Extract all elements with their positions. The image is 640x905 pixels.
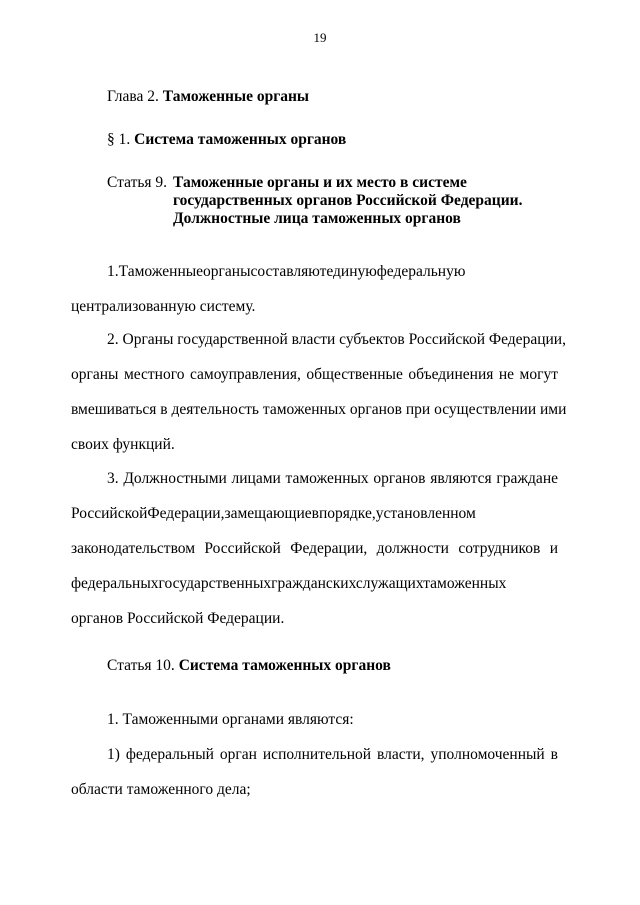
section-heading (107, 131, 346, 149)
article-9-prefix: Статья 9. (107, 174, 168, 191)
text-line: централизованную систему. (71, 298, 256, 315)
text-line: органы местного самоуправления, общественные объединения не могут (71, 366, 558, 383)
text-line: своих функций. (71, 436, 175, 453)
article-9-paragraph-2 (71, 322, 567, 462)
section-title: Система таможенных органов (134, 131, 347, 148)
article-9-title-line: Должностные лица таможенных органов (173, 210, 461, 227)
article-9-paragraph-3 (71, 461, 558, 636)
article-9-title-line: Таможенные органы и их место в системе (173, 174, 467, 191)
text-line: 1.Таможенныеорганысоставляютединуюфедеральную (107, 263, 466, 280)
text-line: РоссийскойФедерации,замещающиевпорядке,установленном (71, 505, 476, 522)
text-line: законодательством Российской Федерации, должности сотрудников и (71, 540, 558, 557)
article-9-heading (107, 174, 523, 227)
text-line: федеральныхгосударственныхгражданскихслужащихтаможенных (71, 575, 507, 592)
chapter-heading (107, 88, 309, 106)
text-line: области таможенного дела; (71, 781, 251, 798)
article-9-title-line: государственных органов Российской Федерации. (173, 192, 523, 209)
text-line: вмешиваться в деятельность таможенных органов при осуществлении ими (71, 401, 567, 418)
page-number: 19 (313, 30, 327, 45)
article-10-heading (107, 657, 391, 675)
section-prefix: § 1. (107, 131, 131, 148)
text-line: органов Российской Федерации. (71, 610, 285, 627)
article-10-paragraph-1 (71, 702, 558, 737)
article-9-paragraph-1 (71, 254, 558, 324)
chapter-prefix: Глава 2. (107, 88, 159, 105)
article-10-title: Система таможенных органов (178, 657, 391, 674)
text-line: 1. Таможенными органами являются: (107, 711, 354, 728)
text-line: 1) федеральный орган исполнительной власти, уполномоченный в (107, 746, 558, 763)
article-10-item-1 (71, 737, 558, 807)
chapter-title: Таможенные органы (162, 88, 310, 105)
text-line: 3. Должностными лицами таможенных органов являются граждане (107, 470, 558, 487)
text-line: 2. Органы государственной власти субъектов Российской Федерации, (107, 331, 566, 348)
article-9-title (173, 174, 522, 228)
article-10-prefix: Статья 10. (107, 657, 175, 674)
